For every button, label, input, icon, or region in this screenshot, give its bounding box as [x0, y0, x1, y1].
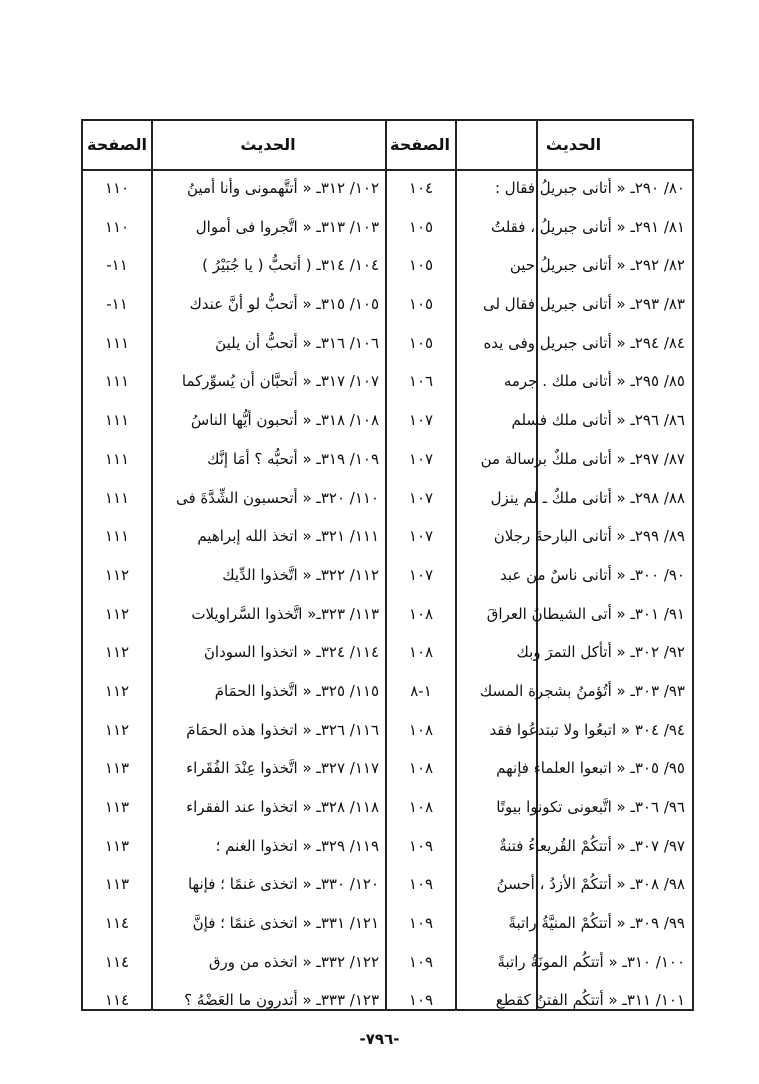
table-row	[83, 904, 692, 943]
page-cell: ١٠٧	[408, 411, 434, 430]
page-cell: ١٠٩	[408, 875, 434, 894]
page-cell: ١١٤	[104, 914, 130, 933]
page-cell: ١٠٦	[408, 372, 434, 391]
hadith-cell: ١١٢/ ٣٢٢ـ « اتَّخذوا الدِّيك	[222, 565, 379, 584]
hadith-cell: ٨٣/ ٢٩٣ـ « أتانى جبريل فقال لى	[482, 295, 685, 314]
hadith-cell: ١٢٢/ ٣٣٢ـ « اتخذه من ورق	[208, 952, 379, 971]
table-row	[83, 672, 692, 711]
hadith-cell: ١١٨/ ٣٢٨ـ « اتخذوا عند الفقراء	[186, 798, 379, 816]
page-cell: ١-٨	[410, 681, 432, 700]
table-row	[83, 440, 692, 479]
table-row	[83, 556, 692, 595]
hadith-cell: ١٠٣/ ٣١٣ـ « اتَّجروا فى أموال	[195, 217, 379, 236]
hadith-cell: ١٢١/ ٣٣١ـ « اتخذى غنمًا ؛ فإنَّ	[192, 914, 379, 933]
table-row	[83, 285, 692, 324]
page-cell: ١٠٨	[408, 759, 434, 778]
hadith-cell: ١١٠/ ٣٢٠ـ « أتحسبون الشِّدَّةَ فى	[175, 488, 379, 507]
page-cell: -١١	[106, 295, 128, 314]
table-body	[83, 169, 692, 1020]
hadith-cell: ١٢٠/ ٣٣٠ـ « اتخذى غنمًا ؛ فإنها	[187, 875, 379, 894]
table-row	[83, 595, 692, 634]
hadith-cell: ١١٩/ ٣٢٩ـ « اتخذوا الغنم ؛	[215, 836, 379, 855]
hadith-cell: ١١٦/ ٣٢٦ـ « اتخذوا هذه الحمَامَ	[186, 720, 379, 739]
page-cell: ١٠٧	[408, 527, 434, 546]
page-cell: ١١١	[104, 527, 130, 546]
table-row	[83, 208, 692, 247]
header-hadith-left: الحديث	[240, 135, 296, 154]
hadith-cell: ١٠٠/ ٣١٠ـ « أتتكُم المونَةُ راتبةً	[497, 952, 685, 971]
page-cell: ١٠٥	[408, 333, 434, 352]
page-cell: ١١٢	[104, 681, 130, 700]
hadith-cell: ١٠٢/ ٣١٢ـ « أتتَّهمونى وأنا أمينُ	[187, 179, 379, 197]
table-row	[83, 401, 692, 440]
hadith-cell: ١٠٤/ ٣١٤ـ ( أتحبُّ ( يا جُبَيْرُ )	[202, 256, 379, 275]
hadith-cell: ٩١/ ٣٠١ـ « أتى الشيطانُ العراقَ	[486, 604, 685, 623]
hadith-cell: ٨٦/ ٢٩٦ـ « أتانى ملك فسلم	[511, 411, 685, 430]
hadith-cell: ١٠٩/ ٣١٩ـ « أتحبُّه ؟ أمَا إنَّك	[207, 449, 379, 468]
page-cell: ١٠٤	[408, 179, 434, 197]
page-cell: ١٠٩	[408, 991, 434, 1010]
page-cell: ١١٣	[104, 759, 130, 778]
hadith-cell: ٩٧/ ٣٠٧ـ « أتتكُمْ القُريعاءُ فتنةٌ	[499, 836, 685, 855]
page-cell: ١٠٧	[408, 565, 434, 584]
hadith-cell: ٨٠/ ٢٩٠ـ « أتانى جبريلُ فقال :	[494, 179, 685, 197]
page-cell: ١١١	[104, 411, 130, 430]
hadith-cell: ٩٩/ ٣٠٩ـ « أتتكُمْ المنيَّةُ راتبةً	[508, 914, 685, 933]
page-cell: -١١	[106, 256, 128, 275]
hadith-cell: ١٠٥/ ٣١٥ـ « أتحبُّ لو أنَّ عندك	[189, 295, 379, 314]
page-cell: ١١١	[104, 449, 130, 468]
page-cell: ١١١	[104, 372, 130, 391]
hadith-cell: ٨٧/ ٢٩٧ـ « أتانى ملكٌ برسالة من	[480, 449, 685, 468]
page-cell: ١١٢	[104, 565, 130, 584]
hadith-cell: ١١١/ ٣٢١ـ « اتخذ الله إبراهيم	[197, 527, 379, 546]
page-cell: ١٠٩	[408, 914, 434, 933]
header-page-left: الصفحة	[86, 135, 147, 154]
table-row	[83, 981, 692, 1020]
table-row	[83, 711, 692, 750]
table-row	[83, 749, 692, 788]
table-row	[83, 827, 692, 866]
table-row	[83, 517, 692, 556]
hadith-cell: ١١٥/ ٣٢٥ـ « اتَّخذوا الحمَامَ	[214, 681, 379, 700]
hadith-cell: ٩٥/ ٣٠٥ـ « اتبعوا العلماء فإنهم	[496, 759, 685, 778]
hadith-cell: ١١٣/ ٣٢٣ـ« اتَّخذوا السَّراويلات	[191, 604, 379, 623]
page-cell: ١٠٨	[408, 720, 434, 739]
hadith-cell: ٩٢/ ٣٠٢ـ « أتأكل التمرَ وبك	[516, 643, 685, 662]
table-row	[83, 788, 692, 827]
hadith-cell: ١٢٣/ ٣٣٣ـ « أتدرون ما العَضْهُ ؟	[184, 991, 379, 1010]
page-cell: ١١٣	[104, 798, 130, 816]
hadith-cell: ١٠٦/ ٣١٦ـ « أتحبُّ أن يلينَ	[215, 333, 379, 352]
hadith-cell: ١٠١/ ٣١١ـ « أتتكُم الفتنُ كقطع	[495, 991, 685, 1010]
hadith-cell: ١٠٨/ ٣١٨ـ « أتحبون أيُّها الناسُ	[190, 411, 379, 430]
table-row	[83, 943, 692, 982]
page-cell: ١١٢	[104, 643, 130, 662]
table-row	[83, 169, 692, 208]
page-cell: ١١١	[104, 488, 130, 507]
page-cell: ١١٤	[104, 991, 130, 1010]
hadith-cell: ٨٨/ ٢٩٨ـ « أتانى ملكٌ ـ لم ينزل	[490, 488, 685, 507]
page-cell: ١٠٨	[408, 604, 434, 623]
hadith-cell: ٨١/ ٢٩١ـ « أتانى جبريلُ ، فقلتُ	[490, 217, 685, 236]
table-row	[83, 246, 692, 285]
page-cell: ١١٣	[104, 836, 130, 855]
index-table	[81, 119, 694, 1011]
hadith-cell: ٩٦/ ٣٠٦ـ « اتَّبعونى تكونوا بيوتًا	[496, 798, 685, 816]
page-cell: ١١٣	[104, 875, 130, 894]
hadith-cell: ٨٥/ ٢٩٥ـ « أتانى ملك . جرمه	[503, 372, 685, 391]
page-cell: ١١٠	[104, 179, 130, 197]
hadith-cell: ٩٨/ ٣٠٨ـ « أتتكُمْ الأزدُ ، أحسنُ	[496, 875, 685, 894]
page-cell: ١١١	[104, 333, 130, 352]
table-row	[83, 865, 692, 904]
header-page-right: الصفحة	[389, 135, 450, 154]
page-cell: ١٠٨	[408, 643, 434, 662]
page-cell: ١٠٥	[408, 217, 434, 236]
hadith-cell: ٨٢/ ٢٩٢ـ « أتانى جبريلُ حين	[509, 256, 685, 275]
hadith-cell: ٨٩/ ٢٩٩ـ « أتانى البارحةَ رجلان	[493, 527, 685, 546]
page-cell: ١٠٥	[408, 256, 434, 275]
hadith-cell: ٨٤/ ٢٩٤ـ « أتانى جبريل وفى يده	[483, 333, 685, 352]
table-row	[83, 362, 692, 401]
page-cell: ١٠٩	[408, 952, 434, 971]
table-row	[83, 479, 692, 518]
page-number: -٧٩٦-	[359, 1030, 400, 1048]
table-row	[83, 633, 692, 672]
page-cell: ١١٢	[104, 604, 130, 623]
page-cell: ١١٤	[104, 952, 130, 971]
hadith-cell: ١١٤/ ٣٢٤ـ « اتخذوا السودانَ	[203, 643, 379, 662]
page-cell: ١١٢	[104, 720, 130, 739]
page-cell: ١٠٩	[408, 836, 434, 855]
header-hadith-right: الحديث	[545, 135, 602, 154]
page-cell: ١٠٥	[408, 295, 434, 314]
hadith-cell: ٩٤/ ٣٠٤ « اتبعُوا ولا تبتدعُوا فقد	[489, 720, 685, 739]
page-cell: ١٠٨	[408, 798, 434, 816]
page-cell: ١٠٧	[408, 449, 434, 468]
hadith-cell: ٩٣/ ٣٠٣ـ « أتُؤمنُ بشجرة المسك	[479, 681, 685, 700]
table-row	[83, 324, 692, 363]
page-cell: ١١٠	[104, 217, 130, 236]
hadith-cell: ١٠٧/ ٣١٧ـ « أتحبَّان أن يُسوِّركما	[181, 372, 379, 391]
hadith-cell: ١١٧/ ٣٢٧ـ « اتَّخذوا عِنْدَ الفُقَراء	[186, 759, 379, 778]
page-cell: ١٠٧	[408, 488, 434, 507]
hadith-cell: ٩٠/ ٣٠٠ـ « أتانى ناسٌ من عبد	[500, 565, 685, 584]
